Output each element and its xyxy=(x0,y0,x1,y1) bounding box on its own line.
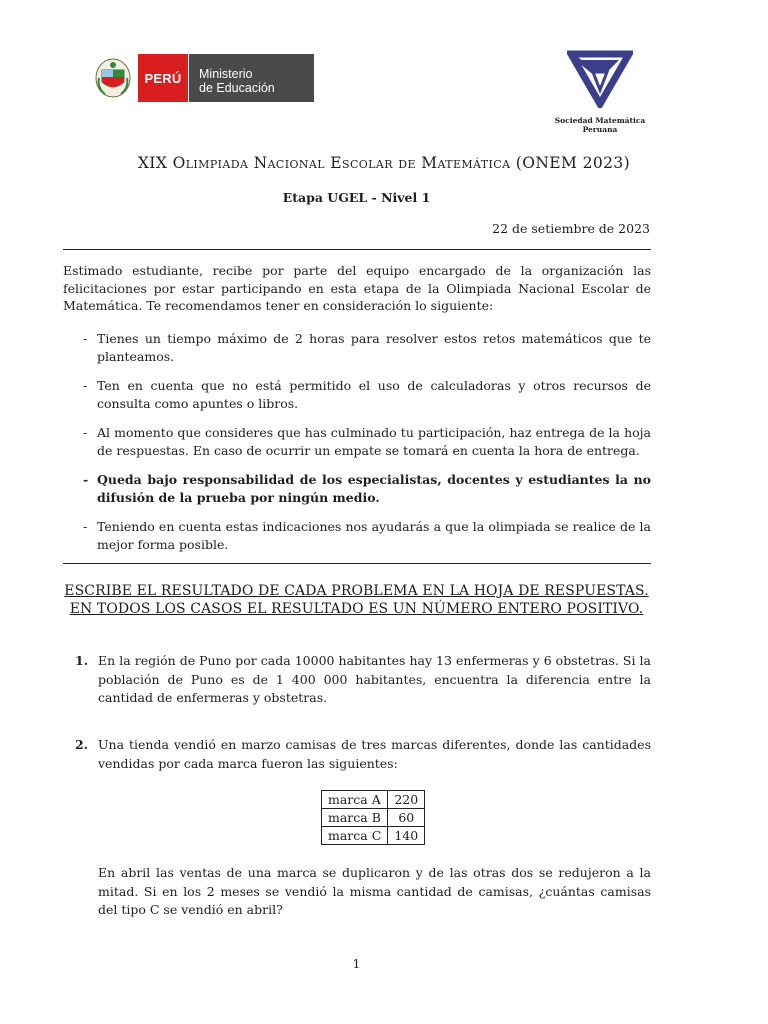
ministry-logo xyxy=(88,54,314,102)
table-row xyxy=(322,827,425,845)
table-row xyxy=(322,809,425,827)
instruction-item xyxy=(83,377,651,412)
smp-triangle-icon xyxy=(567,50,633,108)
brand-label: marca C xyxy=(322,827,388,845)
banner-line1: ESCRIBE EL RESULTADO DE CADA PROBLEMA EN LA HOJA DE RESPUESTAS. xyxy=(64,583,649,599)
brand-value: 140 xyxy=(388,827,425,845)
exam-title-suffix: (ONEM 2023) xyxy=(510,154,631,172)
ministry-name-line1: Ministerio xyxy=(199,67,253,81)
intro-paragraph: Estimado estudiante, recibe por parte del equipo encargado de la organización las felicitaciones por estar participando en esta etapa de la Olimpiada Nacional Escolar de Matemática. Te recomendamos tener en consideración lo siguiente: xyxy=(63,263,651,313)
instruction-item xyxy=(83,424,651,459)
problem-1 xyxy=(75,652,651,708)
exam-title-main: Olimpiada Nacional Escolar de Matemática xyxy=(172,154,511,172)
instruction-text: Queda bajo responsabilidad de los especialistas, docentes y estudiantes la no difusión de la prueba por ningún medio. xyxy=(97,472,651,505)
bullet-dash: - xyxy=(83,425,88,440)
brand-label: marca B xyxy=(322,809,388,827)
problem-number: 1. xyxy=(75,653,89,668)
smp-logo xyxy=(545,50,655,134)
table-row xyxy=(322,791,425,809)
divider-top xyxy=(63,249,651,250)
problem-number: 2. xyxy=(75,737,89,752)
page-number: 1 xyxy=(352,956,361,971)
problem-followup-text: En abril las ventas de una marca se duplicaron y de las otras dos se redujeron a la mitad. Si en los 2 meses se vendió la misma cantidad de camisas, ¿cuántas camisas del tipo C se vendió en abril? xyxy=(98,865,651,917)
problem-text: Una tienda vendió en marzo camisas de tres marcas diferentes, donde las cantidades vendidas por cada marca fueron las siguientes: xyxy=(98,737,651,771)
bullet-dash: - xyxy=(83,519,88,534)
banner-line2: EN TODOS LOS CASOS EL RESULTADO ES UN NÚMERO ENTERO POSITIVO. xyxy=(69,601,644,617)
society-caption: Sociedad Matemática Peruana xyxy=(554,116,646,134)
bullet-dash: - xyxy=(83,472,89,487)
instruction-item xyxy=(83,518,651,553)
problem-2-followup xyxy=(75,864,651,920)
bullet-dash: - xyxy=(83,378,88,393)
answer-instructions-banner xyxy=(0,582,713,618)
exam-title-prefix: XIX xyxy=(137,154,173,172)
instructions-list xyxy=(83,330,651,565)
instruction-text: Ten en cuenta que no está permitido el uso de calculadoras y otros recursos de consulta como apuntes o libros. xyxy=(97,378,651,411)
peru-label: PERÚ xyxy=(138,54,188,102)
instruction-text: Teniendo en cuenta estas indicaciones nos ayudarás a que la olimpiada se realice de la mejor forma posible. xyxy=(97,519,651,552)
brand-value: 60 xyxy=(388,809,425,827)
ministry-name xyxy=(188,54,314,102)
exam-title xyxy=(0,154,768,172)
instruction-text: Al momento que consideres que has culminado tu participación, haz entrega de la hoja de respuestas. En caso de ocurrir un empate se tomará en cuenta la hora de entrega. xyxy=(97,425,651,458)
instruction-text: Tienes un tiempo máximo de 2 horas para resolver estos retos matemáticos que te planteamos. xyxy=(97,331,651,364)
bullet-dash: - xyxy=(83,331,88,346)
divider-middle xyxy=(63,563,651,564)
peru-coat-of-arms-icon xyxy=(88,54,138,102)
brand-value: 220 xyxy=(388,791,425,809)
sales-table xyxy=(321,790,425,845)
instruction-item xyxy=(83,330,651,365)
instruction-item xyxy=(83,471,651,506)
exam-stage: Etapa UGEL - Nivel 1 xyxy=(282,190,431,205)
brand-label: marca A xyxy=(322,791,388,809)
problem-text: En la región de Puno por cada 10000 habitantes hay 13 enfermeras y 6 obstetras. Si la población de Puno es de 1 400 000 habitantes, encuentra la diferencia entre la cantidad de enfermeras y obstetras. xyxy=(98,653,651,705)
problem-2 xyxy=(75,736,651,773)
ministry-name-line2: de Educación xyxy=(199,81,275,95)
exam-date: 22 de setiembre de 2023 xyxy=(492,221,650,236)
